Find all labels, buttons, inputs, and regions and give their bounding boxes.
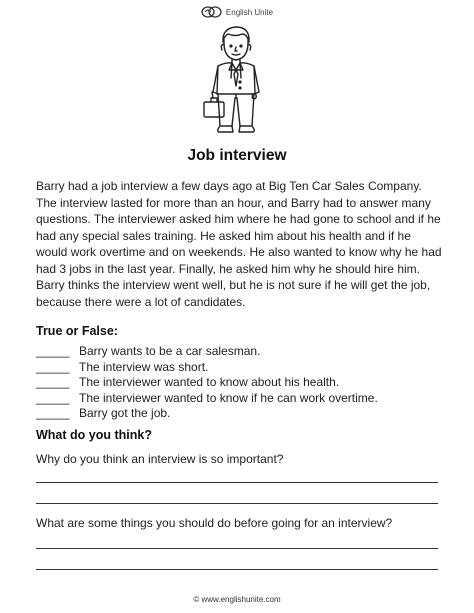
true-false-statement: Barry got the job. [79, 406, 171, 420]
true-false-heading: True or False: [36, 324, 118, 338]
true-false-item [36, 406, 442, 422]
worksheet-title: Job interview [187, 147, 287, 164]
answer-line[interactable] [36, 548, 438, 549]
true-false-statement: The interview was short. [79, 359, 209, 374]
discussion-question: Why do you think an interview is so important? [36, 452, 284, 466]
answer-blank[interactable]: _____ [36, 344, 70, 358]
copyright-footer: © www.englishunite.com [193, 595, 281, 604]
true-false-statement: The interviewer wanted to know if he can work overtime. [79, 390, 378, 405]
discussion-heading: What do you think? [36, 428, 152, 442]
discussion-question: What are some things you should do before going for an interview? [36, 516, 393, 530]
true-false-item [36, 344, 442, 360]
answer-blank[interactable]: _____ [36, 390, 70, 405]
answer-blank[interactable]: _____ [36, 359, 70, 374]
true-false-item [36, 375, 442, 391]
answer-line[interactable] [36, 569, 438, 570]
answer-blank[interactable]: _____ [36, 406, 70, 420]
answer-line[interactable] [36, 482, 438, 483]
brand-header [0, 4, 474, 20]
answer-blank[interactable]: _____ [36, 375, 70, 389]
brand-name: English Unite [225, 7, 274, 17]
true-false-list [36, 344, 442, 422]
reading-passage: Barry had a job interview a few days ago at Big Ten Car Sales Company. The interview lasted for more than an hour, and Barry had to answer many questions. The interviewer asked him where he had gone to school and if he had any special sales training. He asked him about his health and if he would work overtime and on weekends. He also wanted to know why he had had 3 jobs in the last year. Finally, he asked him why he should hire him. Barry thinks the interview went well, but he is not sure if he will get the job, because there were a lot of candidates. [36, 179, 442, 309]
true-false-item [36, 391, 442, 407]
answer-line[interactable] [36, 503, 438, 504]
businessman-illustration [198, 22, 274, 138]
true-false-item [36, 360, 442, 376]
english-unite-logo-icon [201, 5, 223, 19]
true-false-statement: Barry wants to be a car salesman. [79, 344, 261, 358]
true-false-statement: The interviewer wanted to know about his health. [79, 375, 340, 389]
